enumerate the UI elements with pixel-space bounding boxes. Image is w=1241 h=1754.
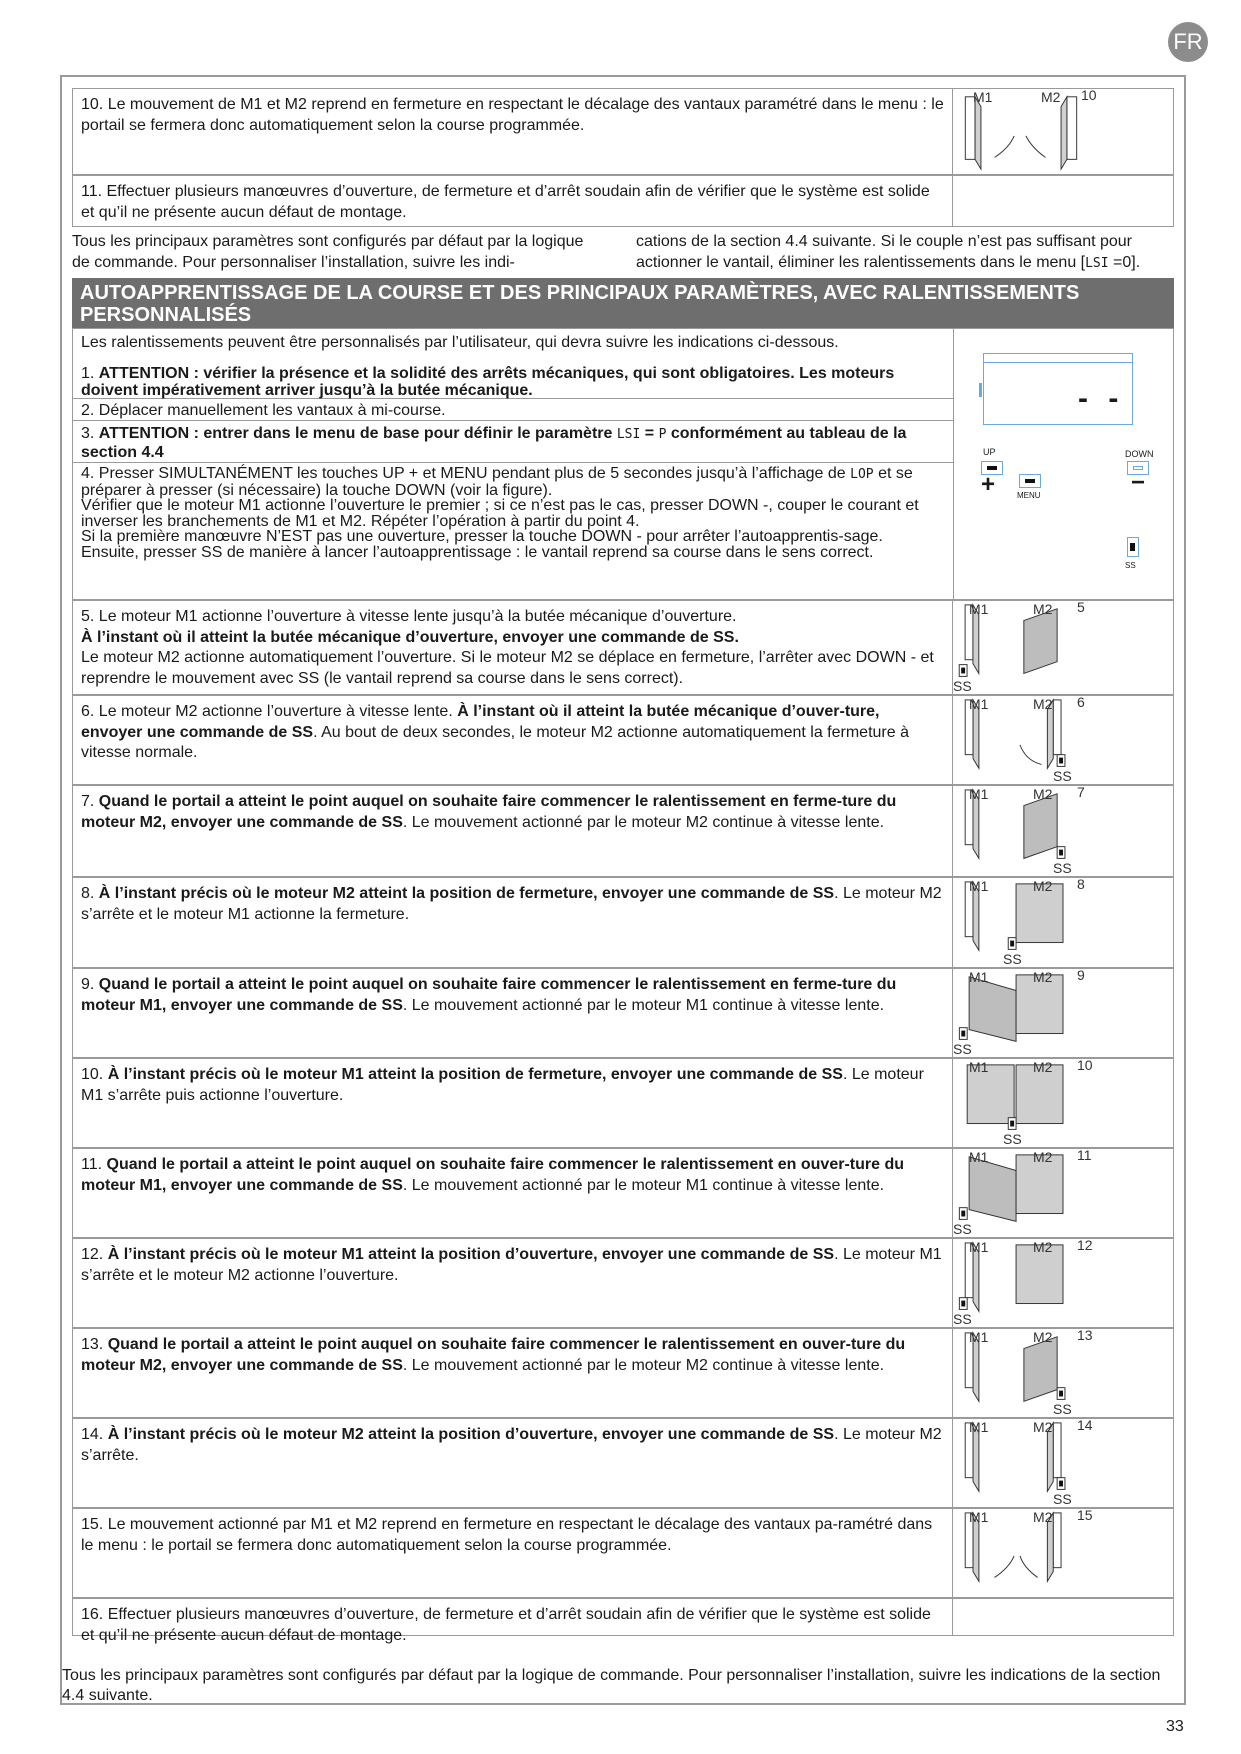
m2-post [1053,1423,1061,1478]
gate-figure [953,696,1173,784]
m1-label: M1 [969,969,989,985]
m2-label: M2 [1033,1509,1053,1525]
ss-label: SS [1053,1401,1072,1417]
m2-post [1053,1513,1061,1568]
step-text [73,601,953,694]
ss-button-mark [961,668,965,674]
step-row [72,1508,1174,1598]
m1-label: M1 [969,696,989,712]
step-prefix: 6. Le moteur M2 actionne l’ouverture à vitesse lente. [81,703,458,720]
figure-number: 15 [1077,1507,1093,1523]
ss-label: SS [1053,860,1072,876]
m2-wing [1024,609,1057,674]
gate-figure [953,969,1173,1057]
ss-button-mark [961,1031,965,1037]
figure-number: 11 [1077,1147,1092,1163]
step-prefix: 12. [81,1246,108,1263]
step-prefix: 7. [81,793,99,810]
top-row-text: 10. Le mouvement de M1 et M2 reprend en fermeture en respectant le décalage des vantaux paramétré dans le menu : le portail se fermera donc automatiquement selon la course programmée. [73,89,953,174]
figure-number: 8 [1077,876,1085,892]
section-title: AUTOAPPRENTISSAGE DE LA COURSE ET DES PRINCIPAUX PARAMÈTRES, AVEC RALENTISSEMENTS PERSONNALISÉS [72,278,1174,328]
m1-label: M1 [969,786,989,802]
ss-button-mark [1059,758,1063,764]
m2-wing [1024,794,1057,859]
intro-left: Tous les principaux paramètres sont configurés par défaut par la logique de commande. Pour personnaliser l’installation, suivre les indi- [72,233,584,271]
step-rest: . Le moteur M1 s’arrête et le moteur M2 actionne l’ouverture. [81,1246,942,1284]
gate-figure [953,786,1173,876]
language-badge: FR [1168,22,1208,62]
display-edge [979,383,982,397]
step-row [72,600,1174,695]
m2-post [1053,700,1061,755]
motion-arrow [1020,1556,1038,1578]
step-prefix: 9. [81,976,99,993]
step-bold: À l’instant où il atteint la butée mécanique d’ouver-ture, envoyer une commande de SS [81,703,880,741]
lcd-code: LSI [1085,255,1109,271]
step-1-prefix: 1. [81,365,99,382]
step-text [73,969,953,1057]
m1-label: M1 [969,1059,989,1075]
page-number: 33 [1166,1718,1184,1735]
step-row [72,1058,1174,1148]
step-3-bold-a: ATTENTION : entrer dans le menu de base pour définir le paramètre [98,425,617,442]
step-4-a: 4. Presser SIMULTANÉMENT les touches UP + et MENU pendant plus de 5 secondes jusqu’à l’affichage de [81,465,851,482]
step-4-b: et se préparer à presser (si nécessaire) la touche DOWN (voir la figure). [81,465,913,499]
lcd-code: LOP [850,467,874,482]
step-row [72,1328,1174,1418]
step-text [73,1059,953,1147]
m1-wing [969,977,1016,1042]
step-rest: . Le mouvement actionné par le moteur M1 continue à vitesse lente. [402,1176,885,1194]
step-rest: . Le moteur M1 s’arrête puis actionne l’ouverture. [81,1066,924,1104]
step-rest: . Le mouvement actionné par le moteur M2 continue à vitesse lente. [402,813,885,831]
ss-button-mark [961,1301,965,1307]
motion-arrow [1020,745,1042,765]
step-row [72,968,1174,1058]
step-1-bold: ATTENTION : vérifier la présence et la solidité des arrêts mécaniques, qui sont obligatoires. Les moteurs doivent impérativement arriver jusqu’à la butée mécanique. [81,365,895,399]
intro-right [636,232,1176,274]
top-row-11 [72,175,1174,227]
display-readout: - - [1078,382,1125,415]
ss-label: SS [1053,768,1072,784]
m2-label: M2 [1033,1149,1053,1165]
ss-label: SS [1003,951,1022,967]
intro-right-text: cations de la section 4.4 suivante. Si le couple n’est pas suffisant pour actionner le vantail, éliminer les ralentissements dans le menu [ [636,233,1133,271]
m2-label: M2 [1033,878,1053,894]
step-row [72,1418,1174,1508]
footer-note: Tous les principaux paramètres sont configurés par défaut par la logique de commande. Pour personnaliser l’installation, suivre les indications de la section 4.4 suivante. [62,1667,1161,1704]
gate-figure [953,1509,1173,1597]
ss-label: SS [1125,561,1136,570]
step-row [72,695,1174,785]
step-bold: À l’instant précis où le moteur M1 atteint la position d’ouverture, envoyer une commande de SS [107,1246,835,1263]
step-row [72,785,1174,877]
gate-figure [953,1239,1173,1327]
step-text [73,786,953,876]
setup-block [72,328,1174,600]
step-prefix: 11. [81,1156,107,1173]
m2-label: M2 [1033,786,1053,802]
step-1 [73,363,953,399]
step-prefix: 8. [81,885,99,902]
ss-label: SS [953,678,972,694]
step-bold: À l’instant où il atteint la butée mécanique d’ouverture, envoyer une commande de SS. [81,628,739,646]
figure-number: 6 [1077,694,1085,710]
minus-sign: − [1131,469,1146,496]
step-text [73,1329,953,1417]
gate-figure [953,1419,1173,1507]
ss-label: SS [953,1041,972,1057]
display-panel [983,353,1133,425]
ss-label: SS [1053,1491,1072,1507]
step-rest: . Le moteur M2 s’arrête. [81,1426,942,1464]
m2-wing [1024,1337,1057,1402]
up-label: UP [983,447,996,457]
m1-label: M1 [973,89,993,105]
down-label: DOWN [1125,449,1154,459]
m1-label: M1 [969,1149,989,1165]
menu-label: MENU [1017,491,1041,500]
ss-button-mark [961,1211,965,1217]
m1-label: M1 [969,601,989,617]
m1-label: M1 [969,1329,989,1345]
step-text [73,1509,953,1597]
ss-button[interactable] [1127,537,1139,557]
step-4 [73,464,953,562]
gate-figure [953,1599,1173,1635]
step-row [72,1238,1174,1328]
step-row [72,1598,1174,1644]
step-3-bold-b: conformément au tableau de la section 4.4 [81,425,907,461]
step-plain: Le moteur M2 actionne automatiquement l’ouverture. Si le moteur M2 se déplace en fermeture, l’arrêter avec DOWN - et reprendre le mouvement avec SS (le vantail reprend sa course dans le sens correct). [81,649,934,687]
gate-figure [953,89,1173,174]
figure-number: 9 [1077,967,1085,983]
step-prefix: 14. [81,1426,108,1443]
lead-text: Les ralentissements peuvent être personnalisés par l’utilisateur, qui devra suivre les indications ci-dessous. [81,334,839,351]
figure-number: 10 [1077,1057,1093,1073]
gate-figure [953,601,1173,694]
lcd-code: LSI [616,427,641,442]
step-4-c: Vérifier que le moteur M1 actionne l’ouverture le premier ; si ce n’est pas le cas, presser DOWN -, couper le courant et inverser les branchements de M1 et M2. Répéter l’opération à partir du point 4. [81,497,919,530]
step-text [73,696,953,784]
step-3 [73,422,953,463]
step-text [73,1239,953,1327]
top-row-text: 11. Effectuer plusieurs manœuvres d’ouverture, de fermeture et d’arrêt soudain afin de vérifier que le système est solide et qu’il ne présente aucun défaut de montage. [73,176,953,226]
step-2: 2. Déplacer manuellement les vantaux à mi-course. [73,400,953,421]
figure-number: 14 [1077,1417,1093,1433]
m2-label: M2 [1033,1329,1053,1345]
m1-label: M1 [969,1509,989,1525]
step-text [73,1149,953,1237]
step-prefix: 13. [81,1336,108,1353]
ss-label: SS [953,1311,972,1327]
step-text [73,878,953,967]
ss-label: SS [953,1221,972,1237]
motion-arrow [995,1556,1015,1578]
step-text [73,1419,953,1507]
step-bold: Quand le portail a atteint le point auquel on souhaite faire commencer le ralentissement en ferme-ture du moteur M1, envoyer une commande de SS [81,976,897,1014]
m2-label: M2 [1033,1419,1053,1435]
m1-label: M1 [969,878,989,894]
step-text [73,1599,953,1644]
m2-label: M2 [1033,601,1053,617]
figure-number: 10 [1081,87,1097,103]
m2-label: M2 [1033,1059,1053,1075]
step-rest: . Au bout de deux secondes, le moteur M2 actionne automatiquement la fermeture à vitesse normale. [81,723,909,761]
step-bold: À l’instant précis où le moteur M2 atteint la position de fermeture, envoyer une commande de SS [98,885,835,902]
control-panel-figure [953,329,1173,601]
menu-button[interactable] [1019,474,1041,488]
step-rest: . Le mouvement actionné par le moteur M1 continue à vitesse lente. [402,996,885,1014]
gate-figure [953,878,1173,967]
step-bold: Quand le portail a atteint le point auquel on souhaite faire commencer le ralentissement en ferme-ture du moteur M2, envoyer une commande de SS [81,793,897,831]
ss-button-mark [1010,941,1014,947]
step-prefix: 16. Effectuer plusieurs manœuvres d’ouverture, de fermeture et d’arrêt soudain afin de vérifier que le système est solide et qu’il ne présente aucun défaut de montage. [81,1606,931,1644]
step-row [72,1148,1174,1238]
step-rest: . Le moteur M2 s’arrête et le moteur M1 actionne la fermeture. [81,885,942,923]
lcd-code: P [658,427,667,442]
top-row-10 [72,88,1174,175]
m2-label: M2 [1033,696,1053,712]
intro-right-end: =0]. [1108,253,1141,271]
step-prefix: 10. [81,1066,108,1083]
gate-figure [953,1149,1173,1237]
plus-sign: + [981,471,996,498]
step-plain: 5. Le moteur M1 actionne l’ouverture à vitesse lente jusqu’à la butée mécanique d’ouverture. [81,608,737,625]
step-3-eq: = [640,425,659,442]
ss-button-mark [1059,1481,1063,1487]
step-3-prefix: 3. [81,425,99,442]
step-4-d: Si la première manœuvre N’EST pas une ouverture, presser la touche DOWN - pour arrêter l’autoapprentis-sage. Ensuite, presser SS de manière à lancer l’autoapprentissage : le vantail reprend sa course dans le sens correct. [81,528,883,561]
step-bold: Quand le portail a atteint le point auquel on souhaite faire commencer le ralentissement en ouver-ture du moteur M2, envoyer une commande de SS [81,1336,906,1374]
gate-figure [953,1059,1173,1147]
figure-number: 5 [1077,599,1085,615]
step-bold: Quand le portail a atteint le point auquel on souhaite faire commencer le ralentissement en ouver-ture du moteur M1, envoyer une commande de SS [81,1156,904,1194]
m1-label: M1 [969,1419,989,1435]
m2-label: M2 [1033,1239,1053,1255]
step-rest: . Le mouvement actionné par le moteur M2 continue à vitesse lente. [402,1356,885,1374]
step-bold: À l’instant précis où le moteur M1 atteint la position de fermeture, envoyer une commande de SS [107,1066,843,1083]
m2-label: M2 [1033,969,1053,985]
figure-number: 7 [1077,784,1085,800]
figure-number: 12 [1077,1237,1093,1253]
m2-label: M2 [1041,89,1061,105]
ss-button-mark [1010,1121,1014,1127]
empty-figure-cell [953,176,1173,226]
m1-label: M1 [969,1239,989,1255]
ss-label: SS [1003,1131,1022,1147]
m1-wing [969,1157,1016,1222]
step-bold: À l’instant précis où le moteur M2 atteint la position d’ouverture, envoyer une commande de SS [107,1426,835,1443]
step-prefix: 15. Le mouvement actionné par M1 et M2 reprend en fermeture en respectant le décalage des vantaux pa-ramétré dans le menu : le portail se fermera donc automatiquement selon la course programmée. [81,1516,933,1554]
step-row [72,877,1174,968]
ss-button-mark [1059,1391,1063,1397]
figure-number: 13 [1077,1327,1093,1343]
ss-button-mark [1059,850,1063,856]
gate-figure [953,1329,1173,1417]
